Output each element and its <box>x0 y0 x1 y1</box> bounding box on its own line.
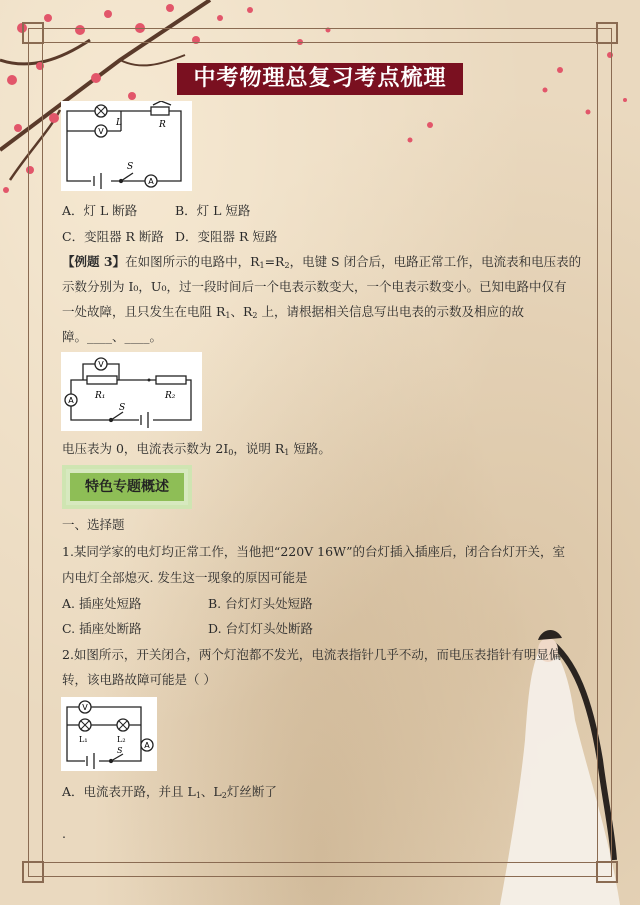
label-L: L <box>116 118 122 128</box>
svg-text:A: A <box>148 177 154 186</box>
q1-line2: 内电灯全部熄灭. 发生这一现象的原因可能是 <box>62 570 308 585</box>
ammeter-icon <box>141 739 153 751</box>
example-tag: 【例题 3】 <box>62 254 126 269</box>
corner-ornament-icon <box>596 22 618 44</box>
circuit-diagram-1 <box>61 101 192 191</box>
q2-option-a: A．电流表开路，并且 $L_1$、$L_2$灯丝断了 <box>62 784 277 800</box>
section-badge <box>62 465 192 509</box>
circuit-diagram-3 <box>61 697 157 771</box>
voltmeter-icon <box>95 358 107 370</box>
voltmeter-icon <box>95 125 107 137</box>
label-R: R <box>159 120 166 130</box>
label-S: S <box>119 403 126 413</box>
page-title: 中考物理总复习考点梳理 <box>177 63 463 95</box>
ammeter-icon <box>145 175 157 187</box>
label-L2: L₂ <box>117 735 126 744</box>
lamp-icon <box>117 719 129 731</box>
example3-line2: 示数分别为 I₀，U₀，过一段时间后一个电表示数变大，一个电表示数变小。已知电路中仅有 <box>62 279 567 294</box>
svg-text:V: V <box>98 360 104 369</box>
svg-text:A: A <box>68 396 74 405</box>
corner-ornament-icon <box>22 861 44 883</box>
example3-line3: 一处故障，且只发生在电阻 $R_1$、$R_2$ 上，请根据相关信息写出电表的示数及相应的故 <box>62 304 524 320</box>
section-heading: 一、选择题 <box>62 517 125 532</box>
lamp-icon <box>79 719 91 731</box>
voltmeter-icon <box>79 701 91 713</box>
q1-option-b: B. 台灯灯头处短路 <box>208 596 313 611</box>
corner-ornament-icon <box>596 861 618 883</box>
svg-text:V: V <box>82 703 88 712</box>
example3-line4: 障。____、____。 <box>62 329 163 344</box>
label-L1: L₁ <box>79 735 88 744</box>
q1-option-d: D. 台灯灯头处断路 <box>208 621 314 636</box>
ammeter-icon <box>65 394 77 406</box>
option-c: C．变阻器 R 断路 <box>62 229 164 244</box>
corner-ornament-icon <box>22 22 44 44</box>
lamp-icon <box>95 105 107 117</box>
q2-line2: 转，该电路故障可能是（ ） <box>62 672 216 687</box>
q1-option-a: A. 插座处短路 <box>62 596 142 611</box>
option-b: B．灯 L 短路 <box>175 203 251 218</box>
label-S: S <box>117 746 123 755</box>
example3-line1: 【例题 3】在如图所示的电路中，$R_1=R_2$，电键 S 闭合后，电路正常工作，电流表和电压表的 <box>62 254 582 270</box>
svg-text:V: V <box>98 127 104 136</box>
q1-line1: 1.某同学家的电灯均正常工作，当他把“220V 16W”的台灯插入插座后，闭合台灯开关，室 <box>62 544 566 559</box>
circuit-diagram-2 <box>61 352 202 431</box>
trailing-dot: . <box>62 826 66 841</box>
option-a: A．灯 L 断路 <box>62 203 138 218</box>
example3-answer: 电压表为 0，电流表示数为 $2I_0$，说明 $R_1$ 短路。 <box>62 441 331 457</box>
label-R1: R₁ <box>95 391 106 401</box>
label-S: S <box>127 162 134 172</box>
svg-text:A: A <box>144 741 150 750</box>
option-d: D．变阻器 R 短路 <box>175 229 278 244</box>
label-R2: R₂ <box>165 391 176 401</box>
section-badge-label: 特色专题概述 <box>70 473 184 501</box>
q1-option-c: C. 插座处断路 <box>62 621 142 636</box>
q2-line1: 2.如图所示，开关闭合，两个灯泡都不发光，电流表指针几乎不动，而电压表指针有明显偏 <box>62 647 562 662</box>
